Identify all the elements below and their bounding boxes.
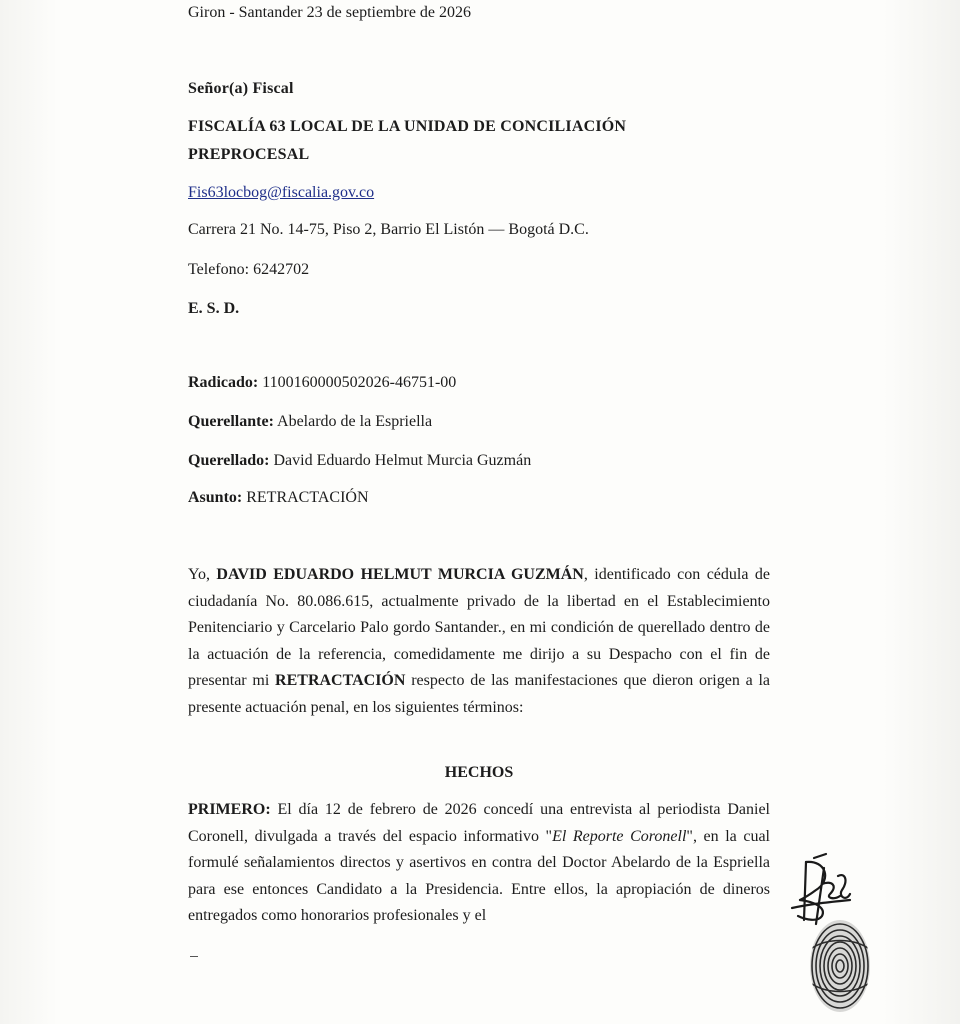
asunto-label: Asunto:: [188, 489, 243, 506]
querellado-value: David Eduardo Helmut Murcia Guzmán: [269, 452, 532, 469]
first-label: PRIMERO:: [188, 801, 271, 818]
stray-mark: [190, 956, 198, 957]
asunto-value: RETRACTACIÓN: [242, 489, 369, 506]
office-line-2: PREPROCESAL: [188, 146, 310, 163]
place-date: Giron - Santander 23 de septiembre de 2026: [188, 4, 472, 21]
intro-paragraph: Yo, DAVID EDUARDO HELMUT MURCIA GUZMÁN, identificado con cédula de ciudadanía No. 80.086.615, actualmente privado de la libertad en el Establecimiento Penitenciario y Carcelario Palo gordo Santander., en mi condición de querellado dentro de la actuación de la referencia, comedidamente me dirijo a su Despacho con el fin de presentar mi RETRACTACIÓN respecto de las manifestaciones que dieron origen a la presente actuación penal, en los siguientes términos:: [188, 566, 771, 716]
querellado-label: Querellado:: [188, 452, 270, 469]
querellante-value: Abelardo de la Espriella: [273, 413, 433, 430]
facts-paragraph: PRIMERO: El día 12 de febrero de 2026 concedí una entrevista al periodista Daniel Coronell, divulgada a través del espacio informativo "El Reporte Coronell", en la cual formulé señalamientos directos y asertivos en contra del Doctor Abelardo de la Espriella para ese entonces Candidato a la Presidencia. Entre ellos, la apropiación de dineros entregados como honorarios profesionales y el: [188, 801, 771, 925]
querellante-label: Querellante:: [188, 413, 274, 430]
address: Carrera 21 No. 14-75, Piso 2, Barrio El Listón — Bogotá D.C.: [188, 221, 589, 238]
radicado-label: Radicado:: [188, 374, 259, 391]
asunto-row: [188, 489, 369, 507]
retractation-word: RETRACTACIÓN: [275, 672, 406, 690]
email-link[interactable]: Fis63locbog@fiscalia.gov.co: [188, 184, 375, 201]
section-title-hechos: HECHOS: [444, 764, 514, 781]
radicado-row: [188, 374, 456, 392]
phone: Telefono: 6242702: [188, 261, 310, 278]
salutation: Señor(a) Fiscal: [188, 80, 294, 97]
declarant-name: DAVID EDUARDO HELMUT MURCIA GUZMÁN: [216, 566, 584, 583]
esd: E. S. D.: [188, 300, 240, 317]
radicado-value: 1100160000502026-46751-00: [258, 374, 457, 391]
program-name: El Reporte Coronell: [552, 827, 687, 845]
querellado-row: [188, 452, 531, 470]
querellante-row: [188, 413, 432, 431]
office-line-1: FISCALÍA 63 LOCAL DE LA UNIDAD DE CONCILIACIÓN: [188, 118, 627, 135]
fingerprint-icon: [808, 918, 872, 1014]
